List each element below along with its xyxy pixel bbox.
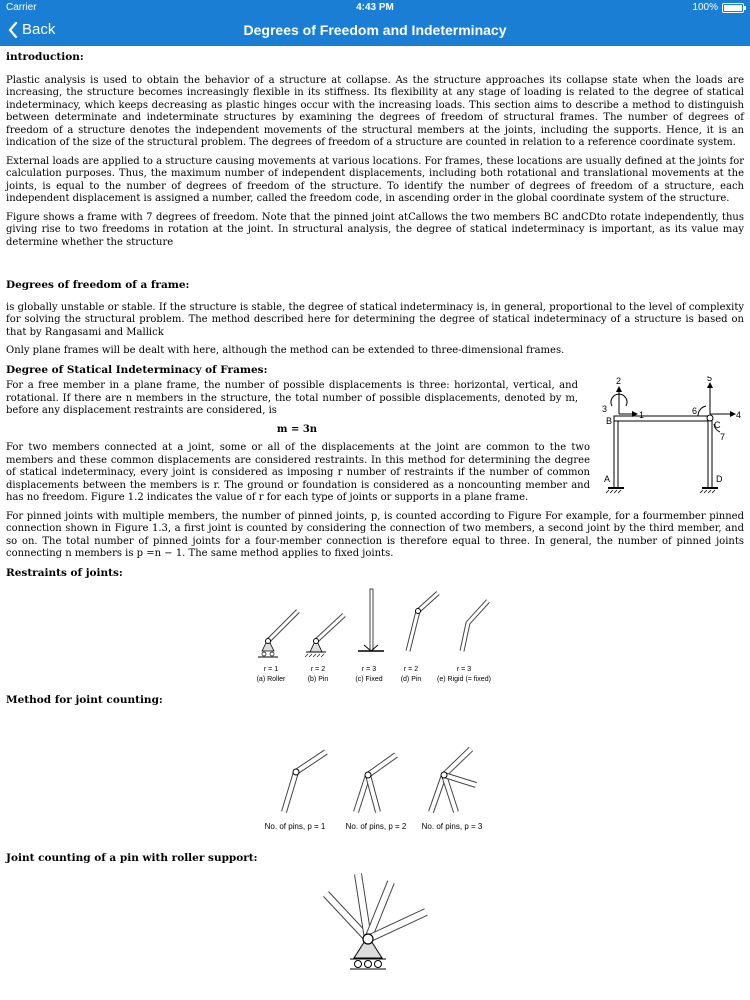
restraints-figure [6, 579, 744, 694]
restraint-label-e: (e) Rigid (= fixed) [437, 676, 491, 683]
joint-label-c: C [714, 420, 721, 430]
intro-paragraph-1: Plastic analysis is used to obtain the behavior of a structure at collapse. As the structure approaches its collapse state when the loads are increasing, the structure becomes increasingly flexible in its stiffness. Its flexibility at any stage of loading is related to the degree of statical indeterminacy, which keeps decreasing as plastic hinges occur with the increasing loads. This section aims to describe a method to distinguish between determinate and indeterminate structures by examining the degrees of freedom of structural frames. The number of degrees of freedom of a structure denotes the independent movements of the structural members at the joints, including the supports. Hence, it is an indication of the size of the structural problem. The degrees of freedom of a structure are counted in relation to a reference coordinate system. [6, 74, 744, 148]
pin-count-label-3: No. of pins, p = 3 [421, 821, 483, 831]
article-content [6, 46, 744, 976]
pin-joint-diagram [305, 615, 344, 657]
restraint-r-a: r = 1 [263, 666, 279, 673]
intro-paragraph-2: External loads are applied to a structure causing movements at various locations. For frames, these locations are usually defined at the joints for calculation purposes. Thus, the maximum number of independent displacements, including both rotational and translational movements at the joints, is equal to the number of degrees of freedom of the structure. To identify the number of degrees of freedom of a structure, each independent displacement is assigned a number, called the freedom code, in ascending order in the global coordinate system of the structure. [6, 155, 744, 204]
carrier-label: Carrier [6, 2, 37, 13]
dof-heading: Degrees of freedom of a frame: [6, 279, 190, 291]
dof-label-7: 7 [720, 432, 726, 442]
rigid-joint-diagram [462, 601, 488, 651]
dof-paragraph-2: Only plane frames will be dealt with here, although the method can be extended to three-dimensional frames. [6, 345, 565, 356]
restraint-r-c: r = 3 [361, 666, 377, 673]
frame-dof-figure [594, 376, 744, 506]
equation: m = 3n [276, 423, 318, 435]
joint-label-a: A [604, 474, 611, 484]
restraint-label-d: (d) Pin [400, 676, 422, 683]
dsi-paragraph-1: For a free member in a plane frame, the number of possible displacements is three: horizontal, vertical, and rotational. If there are n members in the structure, the total number of possible displacements, denoted by m, before any displacement restraints are considered, is [6, 380, 578, 416]
restraint-r-e: r = 3 [456, 666, 472, 673]
clock: 4:43 PM [356, 2, 394, 13]
dsi-paragraph-3: For pinned joints with multiple members, the number of pinned joints, p, is counted according to Figure For example, for a fourmember pinned connection shown in Figure 1.3, a first joint is counted by considering the connection of two members, a second joint by the third member, and so on. The total number of pinned joints for a four-member connection is therefore equal to three. In general, the number of pinned joints connecting n members is p =n − 1. The same method applies to fixed joints. [6, 510, 744, 559]
page-title: Degrees of Freedom and Indeterminacy [243, 22, 507, 38]
battery-icon [722, 3, 744, 13]
intro-paragraph-3: Figure shows a frame with 7 degrees of freedom. Note that the pinned joint atCallows the two members BC andCDto rotate independently, thus giving rise to two freedoms in rotation at the joint. In structural analysis, the degree of statical indeterminacy is important, as its value may determine whether the structure [6, 211, 744, 248]
joint-counting-figure [6, 707, 744, 852]
internal-pin-diagram [408, 593, 438, 651]
dof-paragraph-1: is globally unstable or stable. If the structure is stable, the degree of statical indeterminacy is, in general, proportional to the level of complexity for solving the structural problem. The method described here for determining the degree of statical indeterminacy of a structure is based on that by Rangasami and Mallick [6, 301, 744, 338]
pin-count-label-2: No. of pins, p = 2 [345, 821, 407, 831]
dof-label-2: 2 [616, 376, 622, 386]
three-member-pin-diagram [356, 755, 396, 812]
pin-count-label-1: No. of pins, p = 1 [264, 821, 326, 831]
fixed-joint-diagram [358, 589, 384, 651]
dsi-section [6, 376, 744, 505]
dsi-heading: Degree of Statical Indeterminacy of Frames: [6, 363, 268, 376]
dof-label-3: 3 [602, 404, 608, 414]
restraint-label-b: (b) Pin [307, 676, 329, 683]
restraints-heading: Restraints of joints: [6, 566, 123, 579]
pin-roller-figure [6, 864, 744, 976]
pin-roller-heading: Joint counting of a pin with roller support: [6, 851, 258, 864]
back-label: Back [22, 21, 56, 38]
restraint-r-d: r = 2 [403, 666, 419, 673]
battery-percent: 100% [692, 2, 718, 13]
status-bar [0, 0, 750, 16]
joint-counting-heading: Method for joint counting: [6, 694, 163, 706]
dsi-paragraph-2: For two members connected at a joint, some or all of the displacements at the joint are common to the two members and these common displacements are considered restraints. In this method for determining the degree of statical indeterminacy, every joint is considered as imposing r number of restraints if the number of common displacements between the members is r. The ground or foundation is considered as a noncounting member and has no freedom. Figure 1.2 indicates the value of r for each type of joints or supports in a plane frame. [6, 442, 590, 503]
battery-indicator [692, 2, 744, 13]
dof-label-6: 6 [692, 406, 698, 416]
restraint-label-c: (c) Fixed [355, 676, 383, 683]
restraint-r-b: r = 2 [310, 666, 326, 673]
restraint-label-a: (a) Roller [256, 676, 286, 683]
dof-label-5: 5 [707, 376, 713, 383]
joint-label-b: B [606, 416, 613, 426]
joint-label-d: D [716, 474, 723, 484]
dof-label-4: 4 [736, 410, 742, 420]
roller-joint-diagram [258, 611, 298, 657]
dof-label-1: 1 [639, 410, 645, 420]
four-member-pin-diagram [431, 749, 476, 812]
intro-heading: introduction: [6, 51, 84, 63]
navigation-bar [0, 16, 750, 46]
two-member-pin-diagram [284, 752, 326, 812]
